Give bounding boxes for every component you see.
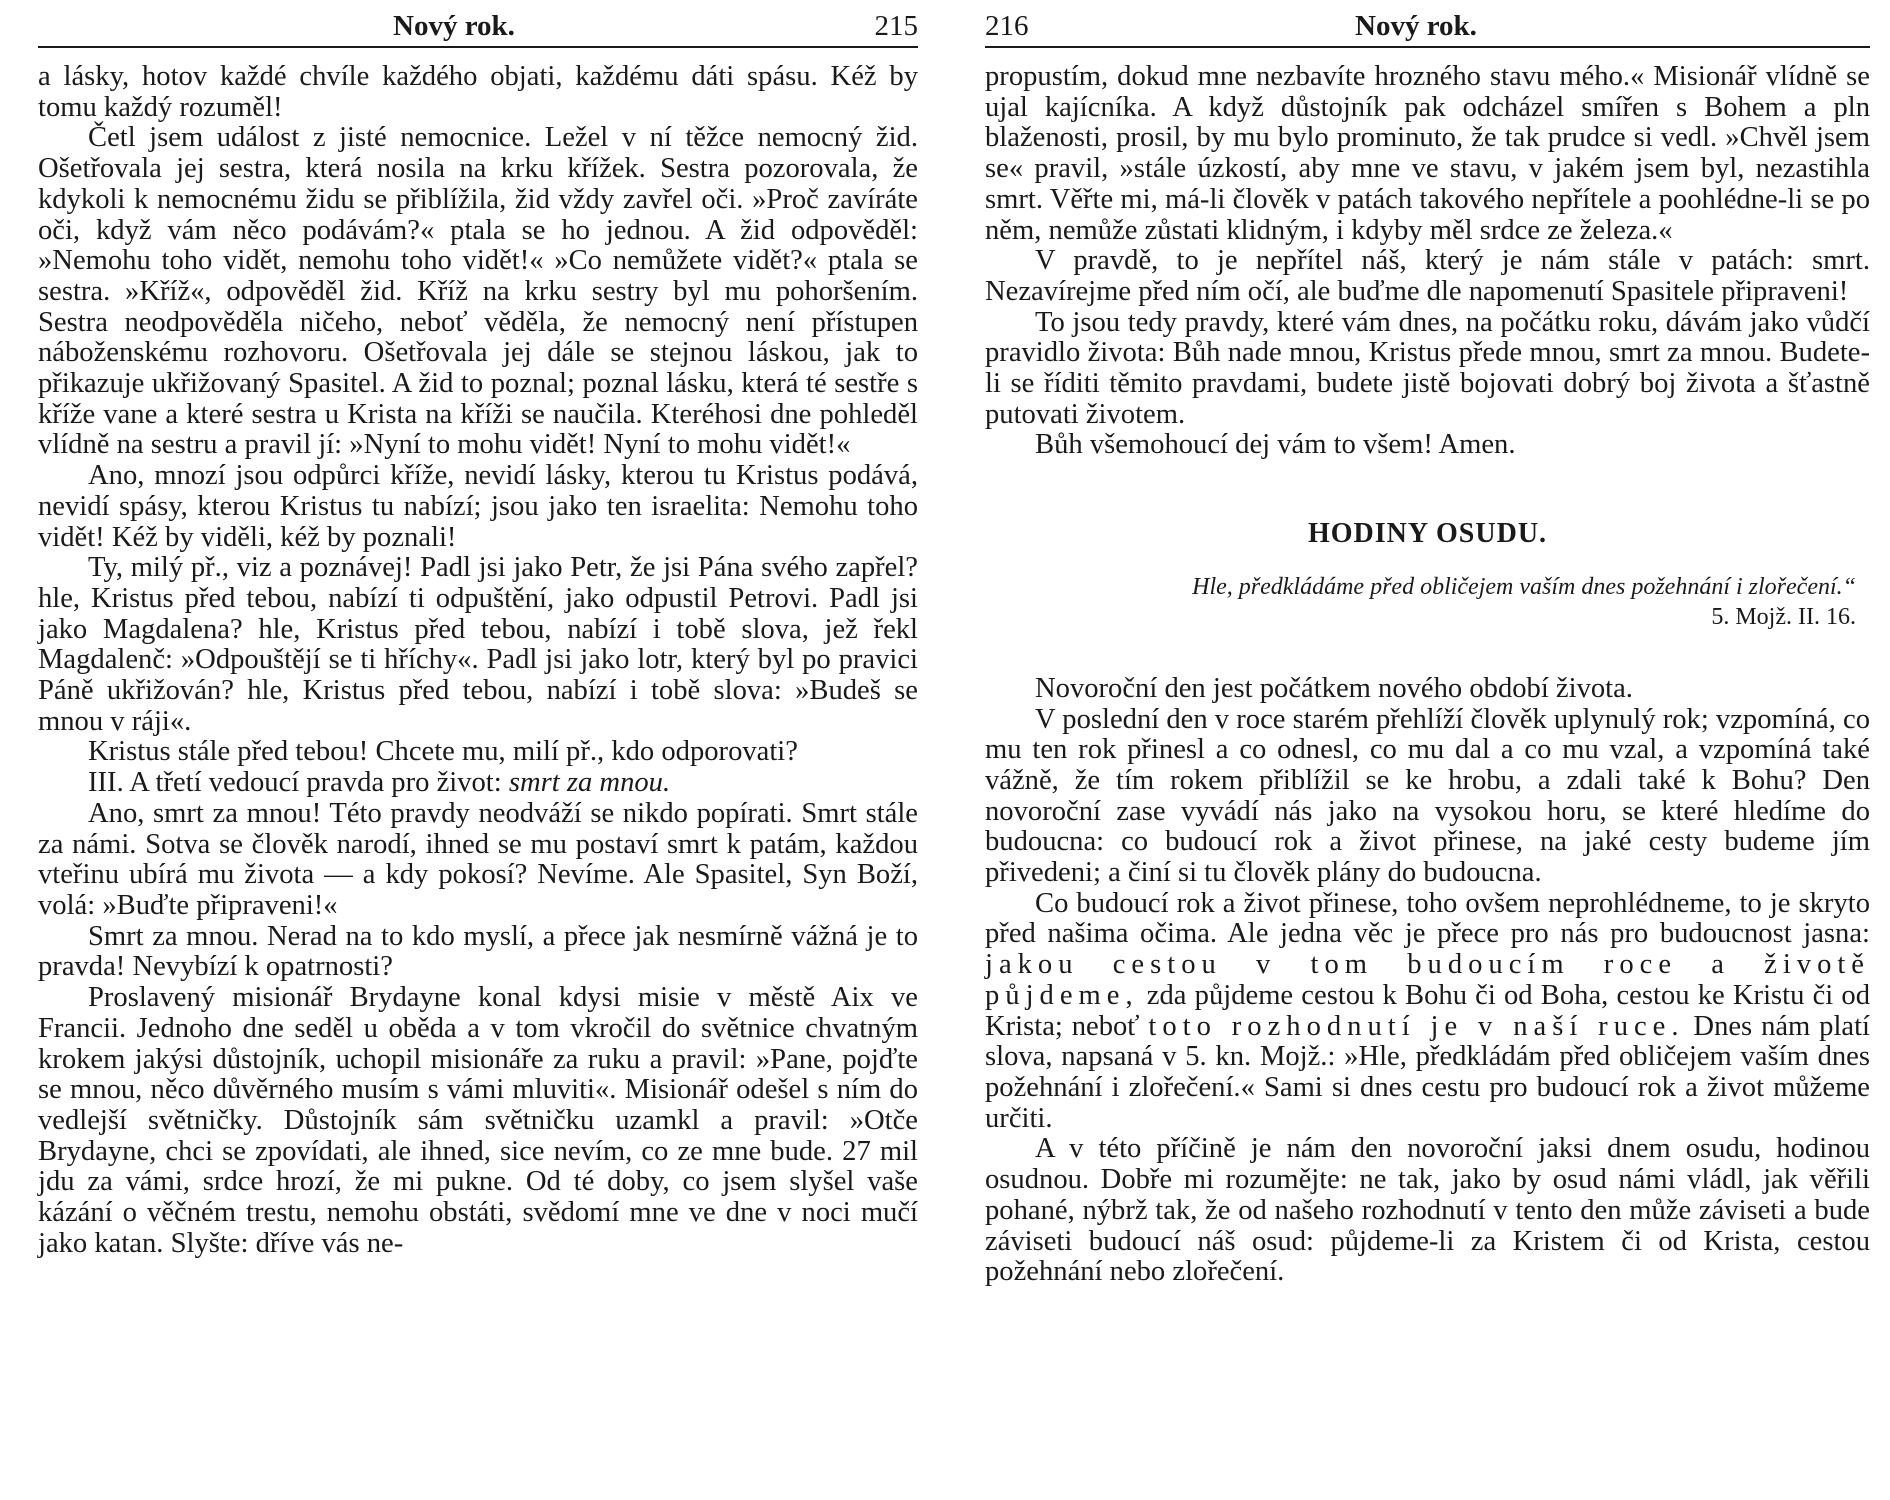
- paragraph: Ty, milý př., viz a poznávej! Padl jsi jako Petr, že jsi Pána svého zapřel? hle, Kristus před tebou, nabízí ti odpuštění, jako odpustil Petrovi. Padl jsi jako Magdalena? hle, Kristus před tebou, nabízí i tobě slova, jež řekl Magdalenč: »Odpouštějí se ti hříchy«. Padl jsi jako lotr, který byl po pravici Páně ukřižován? hle, Kristus před tebou, nabízí i tobě slova: »Budeš se mnou v ráji«.: [38, 552, 918, 737]
- spaced-emphasis: jakou cestou v tom budoucím roce a životě půjdeme,: [985, 949, 1870, 1011]
- header-rule: [38, 46, 918, 48]
- motto: [985, 572, 1870, 632]
- running-header: [985, 4, 1870, 44]
- paragraph: To jsou tedy pravdy, které vám dnes, na počátku roku, dávám jako vůdčí pravidlo života: Bůh nade mnou, Kristus přede mnou, smrt za mnou. Budete-li se říditi těmito pravdami, budete jistě bojovati dobrý boj života a šťastně putovati životem.: [985, 306, 1870, 430]
- paragraph: Proslavený misionář Brydayne konal kdysi misie v městě Aix ve Francii. Jednoho dne seděl u oběda a v tom vkročil do světnice chvatným krokem jakýsi důstojník, uchopil misionáře za ruku a pravil: »Pane, pojďte se mnou, něco důvěrného musím s vámi mluviti«. Misionář odešel s ním do vedlejší světničky. Důstojník sám světničku uzamkl a pravil: »Otče Brydayne, chci se zpovídati, ale ihned, sice nevím, co ze mne bude. 27 mil jdu za vámi, srdce hrozí, že mi pukne. Od té doby, co jsem slyšel vaše kázání o věčném trestu, nemohu obstáti, svědomí mne ve dne v noci mučí jako katan. Slyšte: dříve vás ne-: [38, 982, 918, 1259]
- right-page: [985, 0, 1870, 1288]
- section-three-lead: III. A třetí vedoucí pravda pro život:: [88, 767, 509, 799]
- paragraph: Četl jsem událost z jisté nemocnice. Ležel v ní těžce nemocný žid. Ošetřovala jej sestra, která nosila na krku křížek. Sestra pozorovala, že kdykoli k nemocnému židu se přiblížila, žid vždy zavřel oči. »Proč zavíráte oči, když vám něco podávám?« ptala se ho jednou. A žid odpověděl: »Nemohu toho vidět, nemohu toho vidět!« »Co nemůžete vidět?« ptala se sestra. »Kříž«, odpověděl žid. Kříž na krku sestry byl mu pohoršením. Sestra neodpověděla ničeho, neboť věděla, že nemocný není přístupen náboženskému rozhovoru. Ošetřovala jej dále se stejnou láskou, jak to přikazuje ukřižovaný Spasitel. A žid to poznal; poznal lásku, která té sestře s kříže vane a které sestra u Krista na kříži se naučila. Kteréhosi dne pohleděl vlídně na sestru a pravil jí: »Nyní to mohu vidět! Nyní to mohu vidět!«: [38, 122, 918, 461]
- running-header: [38, 4, 918, 44]
- motto-reference: 5. Mojž. II. 16.: [1711, 603, 1856, 630]
- section-three-line: [38, 768, 918, 799]
- paragraph: Kristus stále před tebou! Chcete mu, milí př., kdo odporovati?: [88, 736, 798, 768]
- motto-quote: Hle, předkládáme před obličejem vaším dnes požehnání i zlořečení.“: [1192, 573, 1856, 600]
- spaced-emphasis: toto rozhodnutí je v naší ruce.: [1148, 1010, 1685, 1042]
- page-number: 216: [985, 10, 1029, 42]
- running-title: Nový rok.: [393, 10, 515, 42]
- body-text: [38, 62, 918, 1259]
- paragraph: Smrt za mnou. Nerad na to kdo myslí, a přece jak nesmírně vážná je to pravda! Nevybízí k opatrnosti?: [38, 920, 918, 983]
- text-run: Co budoucí rok a život přinese, toho ovšem neprohlédneme, to je skryto před našima očima. Ale jedna věc je přece pro nás pro budoucnost jasna:: [985, 887, 1870, 950]
- paragraph: V pravdě, to je nepřítel náš, který je nám stále v patách: smrt. Nezavírejme před ním očí, ale buďme dle napomenutí Spasitele připraveni!: [985, 245, 1870, 307]
- paragraph-spaced: [985, 889, 1870, 1135]
- paragraph: V poslední den v roce starém přehlíží člověk uplynulý rok; vzpomíná, co mu ten rok přinesl a co odnesl, co mu dal a co mu vzal, a vzpomíná také vážně, že tím rokem přiblížil se ke hrobu, a zdali také k Bohu? Den novoroční zase vyvádí nás jako na vysokou horu, se které hledíme do budoucna: co budoucí rok a život přinese, na jaké cesty budeme jím přivedeni; a činí si tu člověk plány do budoucna.: [985, 703, 1870, 889]
- paragraph: Ano, smrt za mnou! Této pravdy neodváží se nikdo popírati. Smrt stále za námi. Sotva se člověk narodí, ihned se mu postaví smrt k patám, každou vteřinu ubírá mu života — a kdy pokosí? Nevíme. Ale Spasitel, Syn Boží, volá: »Buďte připraveni!«: [38, 797, 918, 921]
- section-three-italic: smrt za mnou.: [508, 767, 671, 799]
- paragraph: propustím, dokud mne nezbavíte hrozného stavu mého.« Misionář vlídně se ujal kajícníka. A když důstojník pak odcházel smířen s Bohem a pln blaženosti, prosil, by mu bylo prominuto, že tak prudce si vedl. »Chvěl jsem se« pravil, »stále úzkostí, aby mne ve stavu, v jakém jsem byl, nezastihla smrt. Věřte mi, má-li člověk v patách takového nepřítele a poohlédne-li se po něm, nemůže zůstati klidným, i kdyby měl srdce ze železa.«: [985, 61, 1870, 246]
- paragraph: Novoroční den jest počátkem nového období života.: [1035, 672, 1633, 704]
- running-title: Nový rok.: [1355, 10, 1477, 42]
- header-rule: [985, 46, 1870, 48]
- paragraph: A v této příčině je nám den novoroční jaksi dnem osudu, hodinou osudnou. Dobře mi rozumějte: ne tak, jako by osud námi vládl, jak věřili pohané, nýbrž tak, že od našeho rozhodnutí v tento den může záviseti a bude záviseti budoucí náš osud: půjdeme-li za Kristem či od Krista, cestou požehnání nebo zlořečení.: [985, 1133, 1870, 1288]
- body-text: [985, 62, 1870, 1288]
- text-run: Dnes nám platí slova, napsaná v 5. kn. Mojž.: »Hle, předkládám před obličejem vaším dnes požehnání i zlořečení.« Sami si dnes cestu pro budoucí rok a život můžeme určiti.: [985, 1010, 1870, 1134]
- page-number: 215: [874, 10, 918, 42]
- left-page: [38, 0, 918, 1259]
- paragraph: Bůh všemohoucí dej vám to všem! Amen.: [1035, 429, 1516, 461]
- section-heading: HODINY OSUDU.: [1307, 518, 1548, 550]
- paragraph: Ano, mnozí jsou odpůrci kříže, nevidí lásky, kterou tu Kristus podává, nevidí spásy, kterou Kristus tu nabízí; jsou jako ten israelita: Nemohu toho vidět! Kéž by viděli, kéž by poznali!: [38, 460, 918, 553]
- text-run: zda půjdeme cestou k Bohu či od Boha, cestou ke Kristu či od Krista; neboť: [985, 979, 1870, 1042]
- paragraph: a lásky, hotov každé chvíle každého objati, každému dáti spásu. Kéž by tomu každý rozuměl!: [38, 61, 918, 123]
